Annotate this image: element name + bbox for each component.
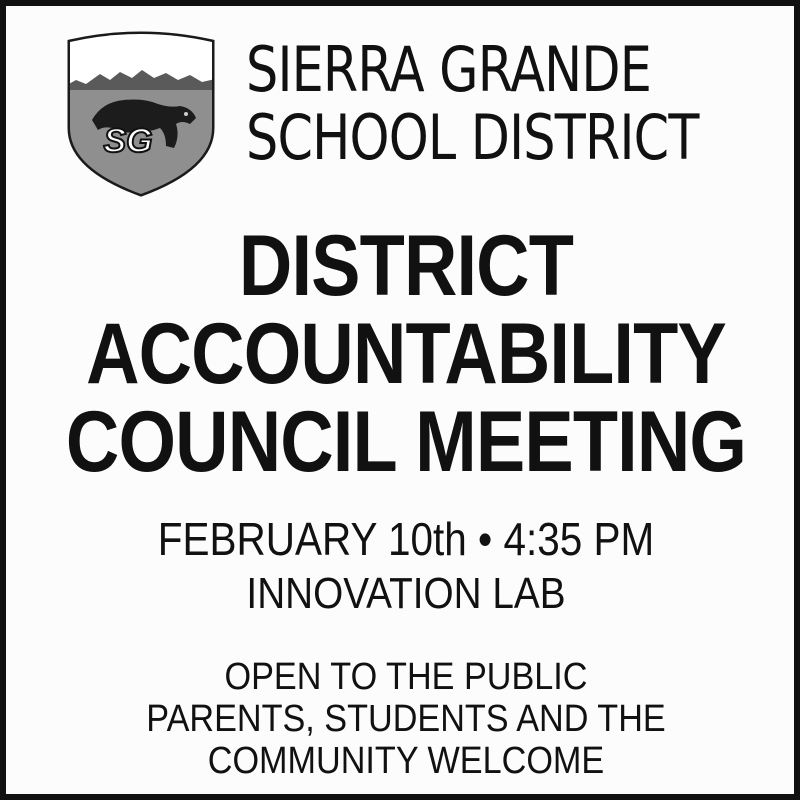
event-datetime: FEBRUARY 10th • 4:35 PM: [157, 513, 655, 565]
invite-line2: PARENTS, STUDENTS AND THE: [146, 698, 666, 740]
invite-line1: OPEN TO THE PUBLIC: [224, 656, 588, 698]
event-location: INNOVATION LAB: [246, 569, 566, 618]
district-name: [246, 33, 699, 174]
meeting-title-line2: ACCOUNTABILITY: [86, 306, 726, 402]
district-name-line2: SCHOOL DISTRICT: [246, 101, 699, 174]
meeting-title-line3: COUNCIL MEETING: [65, 394, 747, 490]
meeting-title-line1: DISTRICT: [238, 218, 574, 314]
event-details: [6, 511, 800, 621]
logo-monogram: SG: [103, 122, 153, 160]
district-name-line1: SIERRA GRANDE: [246, 33, 652, 106]
meeting-title: [6, 218, 800, 490]
district-logo: [62, 28, 220, 198]
invite-line3: COMMUNITY WELCOME: [207, 740, 605, 782]
invitation-text: [6, 656, 800, 782]
